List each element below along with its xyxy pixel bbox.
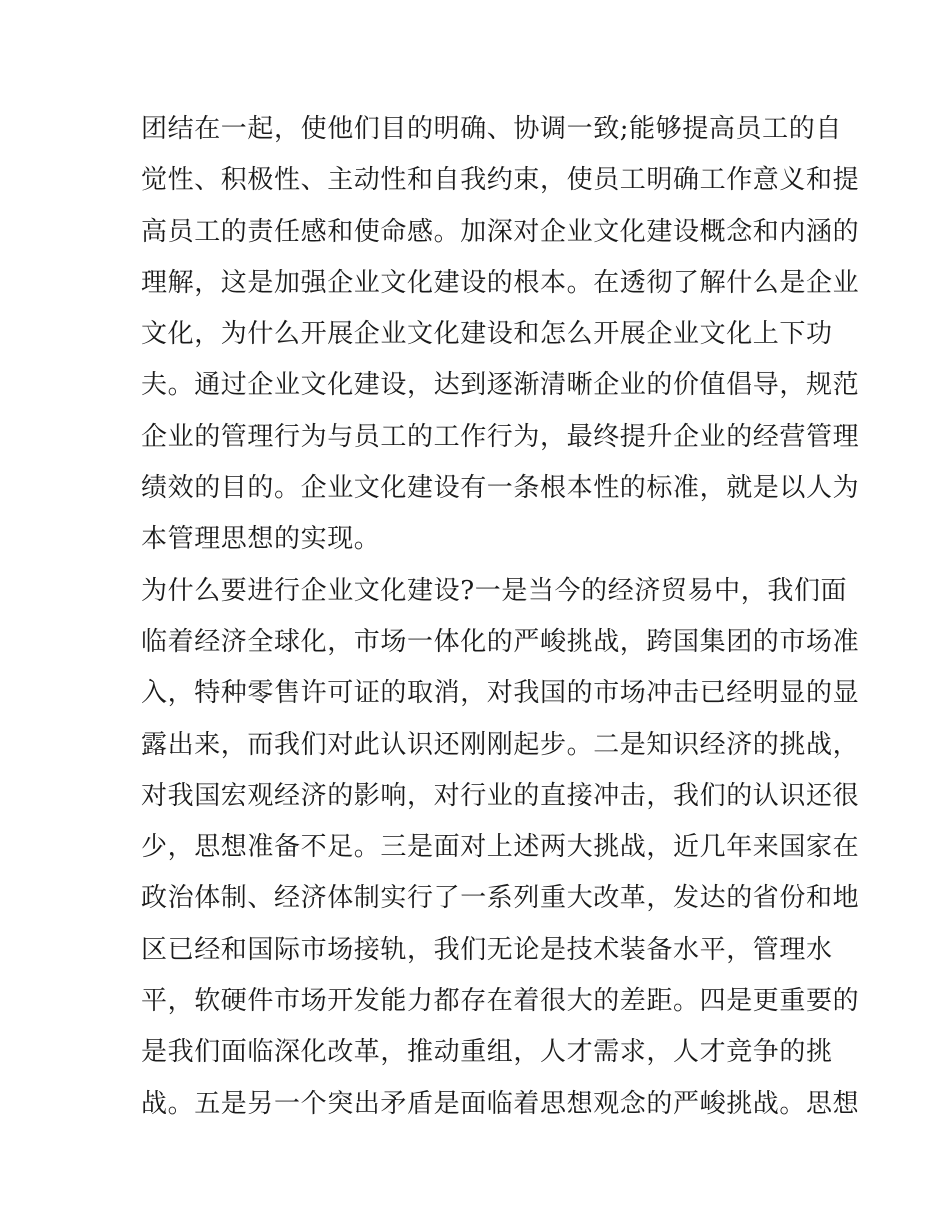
- text-line-13: 露出来，而我们对此认识还刚刚起步。二是知识经济的挑战，: [141, 729, 860, 760]
- text-line-10: 为什么要进行企业文化建设?一是当今的经济贸易中，我们面: [141, 575, 848, 606]
- text-line-20: 战。五是另一个突出矛盾是面临着思想观念的严峻挑战。思想: [141, 1088, 860, 1119]
- text-line-18: 平，软硬件市场开发能力都存在着很大的差距。四是更重要的: [141, 986, 860, 1017]
- text-line-16: 政治体制、经济体制实行了一系列重大改革，发达的省份和地: [141, 883, 860, 914]
- text-line-11: 临着经济全球化，市场一体化的严峻挑战，跨国集团的市场准: [141, 626, 860, 657]
- text-line-17: 区已经和国际市场接轨，我们无论是技术装备水平，管理水: [141, 934, 833, 965]
- text-line-6: 夫。通过企业文化建设，达到逐渐清晰企业的价值倡导，规范: [141, 370, 860, 401]
- text-line-2: 觉性、积极性、主动性和自我约束，使员工明确工作意义和提: [141, 165, 860, 196]
- body-text: [141, 108, 860, 1134]
- text-line-15: 少，思想准备不足。三是面对上述两大挑战，近几年来国家在: [141, 832, 860, 863]
- text-line-12: 入，特种零售许可证的取消，对我国的市场冲击已经明显的显: [141, 678, 860, 709]
- text-line-3: 高员工的责任感和使命感。加深对企业文化建设概念和内涵的: [141, 216, 860, 247]
- text-line-8: 绩效的目的。企业文化建设有一条根本性的标准，就是以人为: [141, 473, 860, 504]
- text-line-5: 文化，为什么开展企业文化建设和怎么开展企业文化上下功: [141, 319, 833, 350]
- text-line-4: 理解，这是加强企业文化建设的根本。在透彻了解什么是企业: [141, 267, 860, 298]
- text-line-14: 对我国宏观经济的影响，对行业的直接冲击，我们的认识还很: [141, 780, 860, 811]
- text-line-19: 是我们面临深化改革，推动重组，人才需求，人才竞争的挑: [141, 1037, 833, 1068]
- text-line-9: 本管理思想的实现。: [141, 524, 381, 555]
- text-line-7: 企业的管理行为与员工的工作行为，最终提升企业的经营管理: [141, 421, 860, 452]
- text-line-1: 团结在一起，使他们目的明确、协调一致;能够提高员工的自: [141, 114, 842, 144]
